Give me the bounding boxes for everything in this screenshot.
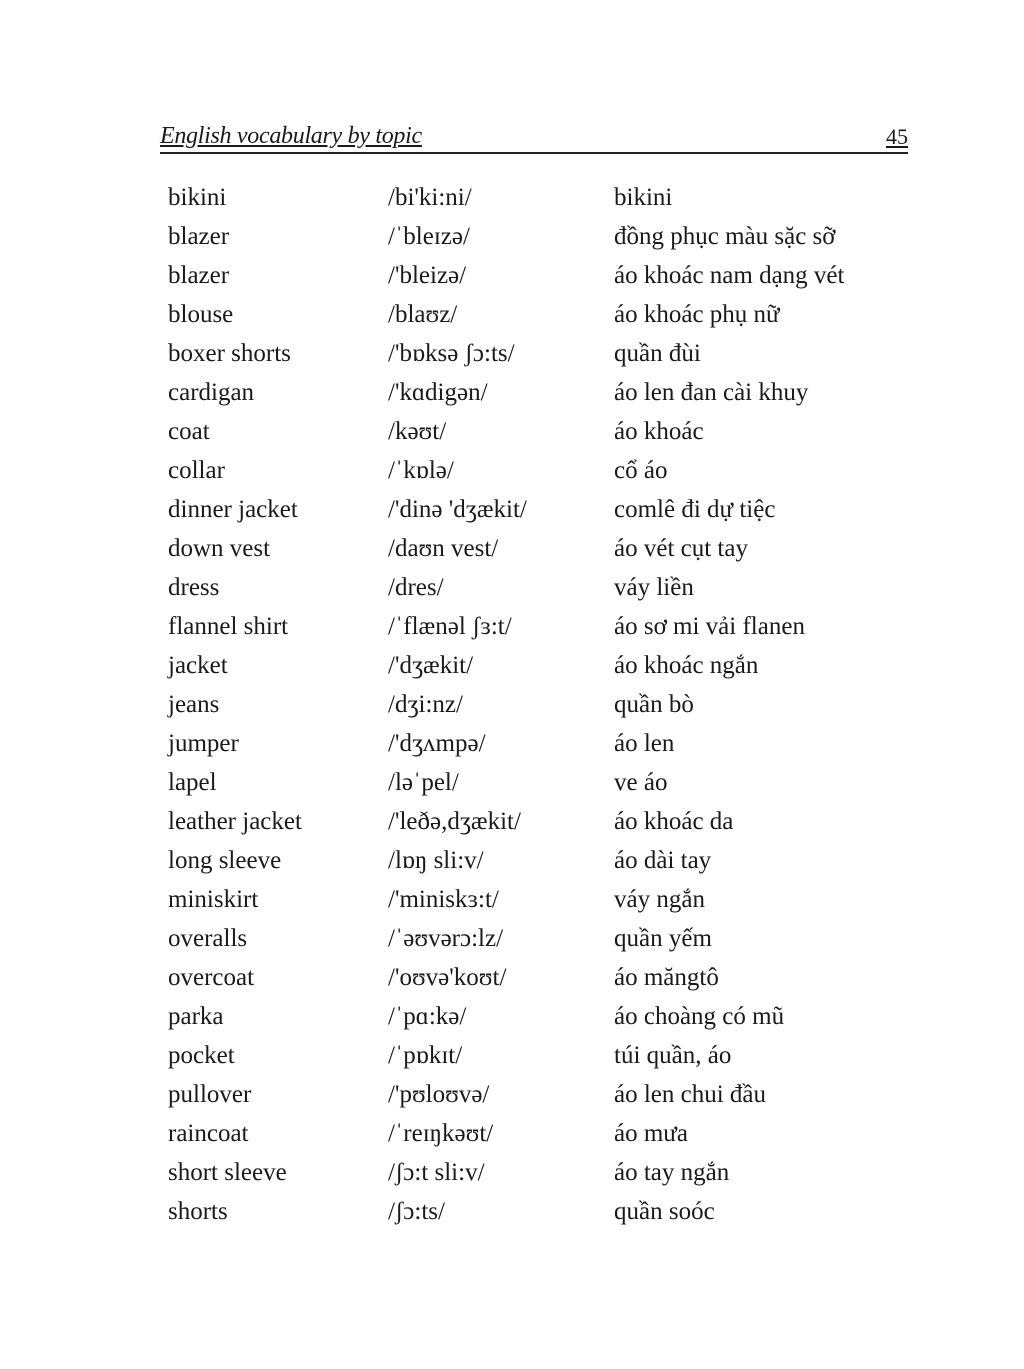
vocab-entry — [0, 490, 1024, 529]
vocab-entry — [0, 607, 1024, 646]
vietnamese-meaning: váy liền — [614, 574, 694, 601]
vietnamese-meaning: áo khoác — [614, 418, 704, 445]
english-word: jacket — [168, 652, 228, 679]
english-word: collar — [168, 457, 225, 484]
english-word: overcoat — [168, 964, 255, 991]
vietnamese-meaning: quần soóc — [614, 1198, 715, 1225]
english-word: down vest — [168, 535, 271, 562]
vietnamese-meaning: áo choàng có mũ — [614, 1003, 785, 1030]
vietnamese-meaning: áo mưa — [614, 1120, 688, 1147]
english-word: raincoat — [168, 1120, 249, 1147]
vocab-entry — [0, 1192, 1024, 1231]
english-word: pocket — [168, 1042, 235, 1069]
pronunciation: /'dinə 'dʒækit/ — [388, 496, 527, 523]
vocab-entry — [0, 685, 1024, 724]
vocab-entry — [0, 724, 1024, 763]
vocab-entry — [0, 295, 1024, 334]
pronunciation: /dʒi:nz/ — [388, 691, 463, 718]
pronunciation: /ʃɔ:ts/ — [388, 1198, 445, 1225]
vocab-entry — [0, 1114, 1024, 1153]
vietnamese-meaning: bikini — [614, 184, 673, 211]
english-word: short sleeve — [168, 1159, 287, 1186]
english-word: coat — [168, 418, 210, 445]
pronunciation: /ˈpɑ:kə/ — [388, 1003, 467, 1030]
vocab-entry — [0, 217, 1024, 256]
vietnamese-meaning: áo len đan cài khuy — [614, 379, 809, 406]
vietnamese-meaning: áo vét cụt tay — [614, 535, 748, 562]
pronunciation: /'leðə,dʒækit/ — [388, 808, 521, 835]
pronunciation: /ˈəʊvərɔ:lz/ — [388, 925, 504, 952]
vietnamese-meaning: áo len — [614, 730, 675, 757]
vietnamese-meaning: váy ngắn — [614, 886, 705, 913]
english-word: leather jacket — [168, 808, 302, 835]
pronunciation: /ˈkɒlə/ — [388, 457, 454, 484]
vocab-entry — [0, 568, 1024, 607]
vietnamese-meaning: quần yếm — [614, 925, 712, 952]
pronunciation: /ˈbleɪzə/ — [388, 223, 470, 250]
vocab-entry — [0, 334, 1024, 373]
vocab-entry — [0, 997, 1024, 1036]
vocab-entry — [0, 958, 1024, 997]
english-word: dinner jacket — [168, 496, 298, 523]
english-word: overalls — [168, 925, 248, 952]
pronunciation: /ˈflænəl ʃɜ:t/ — [388, 613, 512, 640]
pronunciation: /dres/ — [388, 574, 444, 601]
english-word: blouse — [168, 301, 234, 328]
english-word: bikini — [168, 184, 227, 211]
vietnamese-meaning: quần đùi — [614, 340, 701, 367]
english-word: blazer — [168, 223, 230, 250]
english-word: jumper — [168, 730, 239, 757]
english-word: dress — [168, 574, 220, 601]
english-word: jeans — [168, 691, 220, 718]
vietnamese-meaning: quần bò — [614, 691, 694, 718]
english-word: cardigan — [168, 379, 255, 406]
vocab-entry — [0, 802, 1024, 841]
pronunciation: /'dʒʌmpə/ — [388, 730, 486, 757]
vocab-entry — [0, 763, 1024, 802]
english-word: parka — [168, 1003, 224, 1030]
english-word: blazer — [168, 262, 230, 289]
pronunciation: /'kɑdigən/ — [388, 379, 488, 406]
pronunciation: /kəʊt/ — [388, 418, 447, 445]
vocab-entry — [0, 1153, 1024, 1192]
vocab-entry — [0, 451, 1024, 490]
vocab-entry — [0, 1036, 1024, 1075]
vocab-entry — [0, 412, 1024, 451]
pronunciation: /bi'ki:ni/ — [388, 184, 472, 211]
pronunciation: /'dʒækit/ — [388, 652, 474, 679]
pronunciation: /ʃɔ:t sli:v/ — [388, 1159, 485, 1186]
pronunciation: /'pʊloʊvə/ — [388, 1081, 490, 1108]
pronunciation: /'bleizə/ — [388, 262, 467, 289]
vietnamese-meaning: đồng phục màu sặc sỡ — [614, 223, 836, 250]
vietnamese-meaning: áo khoác ngắn — [614, 652, 759, 679]
vietnamese-meaning: áo len chui đầu — [614, 1081, 767, 1108]
vocab-entry — [0, 880, 1024, 919]
vietnamese-meaning: comlê đi dự tiệc — [614, 496, 776, 523]
header-title: English vocabulary by topic — [160, 123, 422, 149]
vocab-entry — [0, 1075, 1024, 1114]
page-header — [160, 118, 908, 154]
pronunciation: /'miniskɜ:t/ — [388, 886, 499, 913]
english-word: long sleeve — [168, 847, 282, 874]
vietnamese-meaning: cổ áo — [614, 457, 668, 484]
vietnamese-meaning: ve áo — [614, 769, 668, 796]
vietnamese-meaning: áo khoác phụ nữ — [614, 301, 780, 328]
pronunciation: /blaʊz/ — [388, 301, 458, 328]
vocab-entry — [0, 529, 1024, 568]
vietnamese-meaning: áo tay ngắn — [614, 1159, 730, 1186]
english-word: flannel shirt — [168, 613, 289, 640]
pronunciation: /ˈpɒkɪt/ — [388, 1042, 463, 1069]
pronunciation: /ləˈpel/ — [388, 769, 459, 796]
english-word: boxer shorts — [168, 340, 291, 367]
pronunciation: /daʊn vest/ — [388, 535, 499, 562]
vocab-entry — [0, 841, 1024, 880]
vietnamese-meaning: áo măngtô — [614, 964, 719, 991]
vietnamese-meaning: áo sơ mi vải flanen — [614, 613, 805, 640]
pronunciation: /lɒŋ sli:v/ — [388, 847, 484, 874]
english-word: pullover — [168, 1081, 252, 1108]
vocab-entry — [0, 919, 1024, 958]
vietnamese-meaning: túi quần, áo — [614, 1042, 732, 1069]
english-word: lapel — [168, 769, 217, 796]
vocabulary-list — [0, 178, 1024, 1231]
vocab-entry — [0, 256, 1024, 295]
vietnamese-meaning: áo khoác nam dạng vét — [614, 262, 845, 289]
vocab-entry — [0, 646, 1024, 685]
pronunciation: /'oʊvə'koʊt/ — [388, 964, 507, 991]
english-word: shorts — [168, 1198, 228, 1225]
vocab-entry — [0, 373, 1024, 412]
vietnamese-meaning: áo dài tay — [614, 847, 712, 874]
pronunciation: /'bɒksə ʃɔ:ts/ — [388, 340, 515, 367]
english-word: miniskirt — [168, 886, 259, 913]
pronunciation: /ˈreɪŋkəʊt/ — [388, 1120, 494, 1147]
vocab-entry — [0, 178, 1024, 217]
page-number: 45 — [886, 124, 908, 149]
vietnamese-meaning: áo khoác da — [614, 808, 734, 835]
